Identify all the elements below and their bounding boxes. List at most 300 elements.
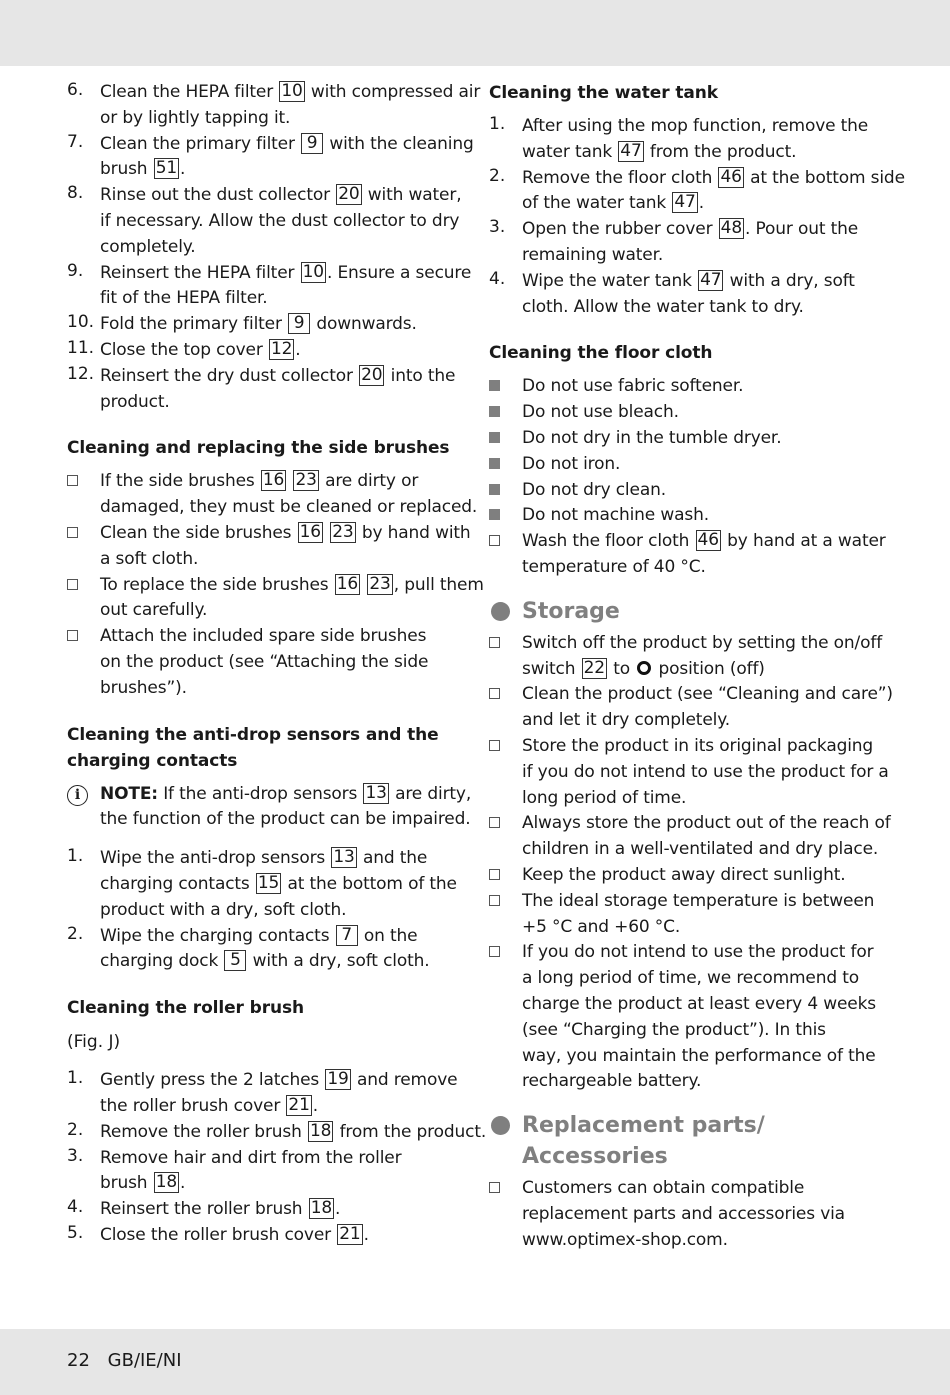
text-run: fit of the HEPA filter. bbox=[100, 288, 268, 309]
text-run: Close the roller brush cover bbox=[100, 1224, 337, 1245]
text-run: +5 °C and +60 °C. bbox=[522, 916, 681, 937]
filled-square-bullet-icon bbox=[489, 406, 500, 417]
text-line bbox=[522, 1018, 889, 1044]
text-run: Customers can obtain compatible bbox=[522, 1178, 805, 1199]
text-run: are dirty, bbox=[389, 783, 472, 804]
text-line bbox=[100, 106, 467, 132]
text-run: Reinsert the roller brush bbox=[100, 1199, 308, 1220]
square-bullet-icon bbox=[489, 740, 500, 751]
part-reference-number: 9 bbox=[288, 313, 310, 334]
text-line bbox=[522, 708, 889, 734]
right-column bbox=[489, 80, 905, 1253]
text-line bbox=[100, 495, 478, 521]
text-line bbox=[522, 555, 889, 581]
text-run: switch bbox=[522, 658, 581, 679]
part-reference-number: 9 bbox=[301, 133, 323, 154]
sensors-heading-line-1: Cleaning the anti-drop sensors and the bbox=[67, 724, 439, 745]
part-reference-number: 19 bbox=[327, 1069, 349, 1090]
bullet-item bbox=[67, 573, 484, 625]
text-run: children in a well-ventilated and dry place. bbox=[522, 839, 879, 860]
numbered-step bbox=[67, 924, 467, 976]
text-run: If the side brushes bbox=[100, 471, 260, 492]
text-run: out carefully. bbox=[100, 600, 208, 621]
numbered-step bbox=[489, 217, 889, 269]
side-brushes-list bbox=[67, 469, 484, 701]
replacement-parts-heading bbox=[489, 1110, 889, 1172]
replacement-parts-list bbox=[489, 1176, 889, 1253]
square-bullet-icon bbox=[489, 637, 500, 648]
side-brushes-heading: Cleaning and replacing the side brushes bbox=[67, 438, 450, 459]
square-bullet-icon bbox=[67, 527, 78, 538]
part-reference-number: 16 bbox=[299, 521, 321, 542]
floor-cloth-list bbox=[489, 374, 889, 580]
text-run: Remove the roller brush bbox=[100, 1121, 307, 1142]
part-reference-number: 13 bbox=[333, 847, 355, 868]
text-run: Gently press the 2 latches bbox=[100, 1070, 325, 1091]
text-run: Clean the primary filter bbox=[100, 133, 301, 154]
text-line bbox=[522, 529, 889, 555]
text-line bbox=[100, 1171, 467, 1197]
text-line bbox=[100, 924, 467, 950]
text-run: Keep the product away direct sunlight. bbox=[522, 864, 846, 885]
text-line bbox=[100, 1197, 467, 1223]
text-run: Wipe the charging contacts bbox=[100, 925, 335, 946]
bullet-item bbox=[489, 889, 889, 941]
text-line bbox=[522, 374, 889, 400]
text-run: Remove the floor cloth bbox=[522, 167, 718, 188]
text-line bbox=[100, 872, 467, 898]
text-run: . bbox=[363, 1224, 369, 1245]
text-run: completely. bbox=[100, 236, 196, 257]
part-reference-number: 46 bbox=[697, 530, 719, 551]
text-run: the roller brush cover bbox=[100, 1095, 286, 1116]
text-line bbox=[100, 1120, 487, 1146]
step-number: 2. bbox=[489, 165, 506, 186]
text-line bbox=[100, 1094, 467, 1120]
bullet-item bbox=[489, 1176, 889, 1253]
text-line bbox=[522, 426, 889, 452]
numbered-step bbox=[67, 1119, 487, 1146]
part-reference-number: 16 bbox=[262, 470, 285, 491]
part-reference-number: 47 bbox=[700, 269, 722, 290]
part-reference-number: 5 bbox=[224, 950, 246, 971]
text-line bbox=[100, 782, 472, 808]
numbered-step bbox=[67, 364, 467, 416]
numbered-step bbox=[67, 1223, 467, 1249]
text-run: or by lightly tapping it. bbox=[100, 107, 291, 128]
square-bullet-icon bbox=[489, 535, 500, 546]
text-line bbox=[522, 1176, 889, 1202]
text-run: Rinse out the dust collector bbox=[100, 185, 336, 206]
text-run: Open the rubber cover bbox=[522, 219, 718, 240]
text-line bbox=[100, 807, 471, 833]
text-line bbox=[100, 338, 467, 364]
text-line bbox=[522, 889, 889, 915]
text-line bbox=[100, 676, 467, 702]
bullet-item bbox=[489, 478, 889, 504]
text-run: www.optimex-shop.com. bbox=[522, 1229, 728, 1250]
part-reference-number: 10 bbox=[302, 261, 324, 282]
text-run: Reinsert the dry dust collector bbox=[100, 365, 359, 386]
text-run: from the product. bbox=[644, 141, 797, 162]
text-run: replacement parts and accessories via bbox=[522, 1203, 845, 1224]
text-run: Wipe the anti-drop sensors bbox=[100, 848, 331, 869]
text-run: Reinsert the HEPA filter bbox=[100, 262, 300, 283]
text-run: with a dry, soft cloth. bbox=[247, 951, 430, 972]
bullet-item bbox=[489, 631, 889, 683]
text-line bbox=[522, 786, 889, 812]
text-run: Close the top cover bbox=[100, 339, 268, 360]
text-run: Do not use bleach. bbox=[522, 402, 679, 423]
numbered-step bbox=[67, 183, 467, 260]
square-bullet-icon bbox=[67, 579, 78, 590]
sensors-heading-line-2: charging contacts bbox=[67, 750, 238, 771]
square-bullet-icon bbox=[489, 895, 500, 906]
step-number: 3. bbox=[67, 1145, 84, 1166]
text-line bbox=[100, 235, 467, 261]
text-line bbox=[100, 209, 467, 235]
text-line bbox=[522, 217, 889, 243]
step-number: 1. bbox=[67, 846, 84, 867]
text-line bbox=[522, 1044, 889, 1070]
square-bullet-icon bbox=[489, 869, 500, 880]
floor-cloth-heading: Cleaning the floor cloth bbox=[489, 343, 713, 364]
step-number: 12. bbox=[67, 363, 95, 384]
text-run: a soft cloth. bbox=[100, 548, 199, 569]
storage-heading bbox=[489, 596, 889, 627]
off-position-icon bbox=[637, 661, 651, 675]
square-bullet-icon bbox=[67, 630, 78, 641]
square-bullet-icon bbox=[489, 817, 500, 828]
text-line bbox=[522, 1069, 889, 1095]
part-reference-number: 16 bbox=[336, 573, 359, 594]
text-run: with water, bbox=[362, 185, 462, 206]
replacement-parts-heading-line-2: Accessories bbox=[522, 1144, 668, 1170]
text-line bbox=[522, 760, 889, 786]
text-run: Attach the included spare side brushes bbox=[100, 626, 427, 647]
text-run: by hand with bbox=[356, 522, 471, 543]
text-run: Store the product in its original packaging bbox=[522, 735, 874, 756]
step-number: 9. bbox=[67, 260, 84, 281]
step-number: 5. bbox=[67, 1222, 84, 1243]
text-run: Do not dry clean. bbox=[522, 479, 666, 500]
text-run: . bbox=[180, 1173, 186, 1194]
text-line bbox=[522, 400, 889, 426]
text-line bbox=[522, 478, 889, 504]
text-run: charge the product at least every 4 weeks bbox=[522, 993, 877, 1014]
water-tank-steps-list bbox=[489, 114, 905, 320]
text-run bbox=[361, 575, 366, 595]
text-line bbox=[522, 269, 889, 295]
text-run: Clean the HEPA filter bbox=[100, 82, 279, 102]
text-run: brushes”). bbox=[100, 677, 187, 698]
numbered-step bbox=[489, 269, 889, 321]
text-run: and let it dry completely. bbox=[522, 710, 730, 731]
text-run: product with a dry, soft cloth. bbox=[100, 899, 347, 920]
text-run: brush bbox=[100, 1173, 153, 1194]
roller-brush-heading: Cleaning the roller brush bbox=[67, 998, 305, 1019]
water-tank-heading: Cleaning the water tank bbox=[489, 83, 718, 103]
text-run: cloth. Allow the water tank to dry. bbox=[522, 296, 804, 317]
text-run: if necessary. Allow the dust collector to dry bbox=[100, 210, 460, 231]
step-number: 8. bbox=[67, 183, 84, 204]
text-run: at the bottom side bbox=[744, 167, 905, 188]
text-run: After using the mop function, remove the bbox=[522, 116, 869, 136]
numbered-step bbox=[67, 846, 467, 923]
text-line bbox=[100, 80, 481, 106]
text-line bbox=[522, 114, 889, 140]
numbered-step bbox=[67, 1068, 467, 1120]
text-line bbox=[522, 631, 889, 657]
text-run: temperature of 40 °C. bbox=[522, 556, 706, 577]
text-line bbox=[522, 1202, 889, 1228]
text-run: product. bbox=[100, 391, 170, 412]
step-number: 6. bbox=[67, 80, 84, 100]
text-run: Remove hair and dirt from the roller bbox=[100, 1147, 402, 1168]
part-reference-number: 47 bbox=[620, 140, 642, 161]
text-run: into the bbox=[385, 365, 456, 386]
bullet-item bbox=[489, 503, 889, 529]
part-reference-number: 51 bbox=[155, 158, 178, 179]
part-reference-number: 23 bbox=[369, 573, 391, 594]
bullet-item bbox=[489, 374, 889, 400]
text-run bbox=[287, 471, 292, 491]
bullet-item bbox=[489, 863, 889, 889]
part-reference-number: 20 bbox=[338, 184, 360, 205]
text-line bbox=[100, 547, 467, 573]
text-run: downwards. bbox=[311, 314, 417, 335]
text-run: remaining water. bbox=[522, 244, 664, 265]
bullet-item bbox=[489, 452, 889, 478]
text-run: . bbox=[312, 1095, 319, 1116]
part-reference-number: 48 bbox=[720, 218, 743, 239]
text-run: with compressed air bbox=[305, 82, 481, 102]
sensor-steps-list bbox=[67, 846, 467, 975]
bullet-item bbox=[489, 682, 893, 734]
text-line bbox=[100, 949, 467, 975]
step-number: 11. bbox=[67, 337, 95, 358]
text-run: (see “Charging the product”). In this bbox=[522, 1019, 826, 1040]
numbered-step bbox=[67, 131, 474, 184]
text-line bbox=[100, 1146, 467, 1172]
text-run: to bbox=[607, 658, 636, 679]
text-run: Do not machine wash. bbox=[522, 505, 709, 526]
text-line bbox=[522, 166, 905, 192]
part-reference-number: 12 bbox=[270, 338, 293, 359]
text-line bbox=[522, 811, 889, 837]
text-line bbox=[522, 915, 889, 941]
text-line bbox=[100, 261, 472, 287]
text-run: Clean the side brushes bbox=[100, 522, 297, 543]
text-line bbox=[522, 863, 889, 889]
text-run: If you do not intend to use the product for bbox=[522, 942, 874, 963]
header-band bbox=[0, 0, 950, 66]
text-run: To replace the side brushes bbox=[100, 574, 334, 595]
left-column bbox=[67, 80, 487, 1249]
bullet-item bbox=[489, 940, 889, 1095]
text-line bbox=[100, 598, 467, 624]
text-run: are dirty or bbox=[319, 471, 419, 492]
bullet-item bbox=[67, 624, 467, 701]
filled-square-bullet-icon bbox=[489, 432, 500, 443]
bullet-item bbox=[67, 521, 471, 573]
square-bullet-icon bbox=[67, 475, 78, 486]
text-run: Always store the product out of the reach of bbox=[522, 813, 891, 834]
part-reference-number: 23 bbox=[332, 521, 354, 542]
text-run: charging contacts bbox=[100, 873, 255, 894]
section-dot-icon bbox=[491, 602, 510, 621]
text-line bbox=[100, 286, 467, 312]
text-run: the function of the product can be impaired. bbox=[100, 809, 471, 830]
filled-square-bullet-icon bbox=[489, 484, 500, 495]
text-line bbox=[522, 734, 889, 760]
text-line bbox=[522, 191, 889, 217]
text-line bbox=[100, 132, 474, 158]
step-number: 3. bbox=[489, 217, 506, 238]
bullet-item bbox=[489, 426, 889, 452]
part-reference-number: 21 bbox=[288, 1094, 310, 1115]
note-block bbox=[67, 782, 472, 834]
hepa-steps-list bbox=[67, 80, 481, 415]
text-run: The ideal storage temperature is between bbox=[522, 890, 875, 911]
step-number: 1. bbox=[489, 114, 506, 134]
text-run: at the bottom of the bbox=[282, 873, 457, 894]
text-line bbox=[522, 295, 889, 321]
text-run: Switch off the product by setting the on/off bbox=[522, 632, 883, 653]
text-run: of the water tank bbox=[522, 193, 672, 214]
text-line bbox=[100, 364, 467, 390]
part-reference-number: 18 bbox=[310, 1198, 333, 1219]
part-reference-number: 18 bbox=[310, 1120, 332, 1141]
text-line bbox=[100, 846, 467, 872]
bullet-item bbox=[489, 400, 889, 426]
region-code: GB/IE/NI bbox=[107, 1350, 182, 1371]
text-run: on the bbox=[358, 925, 418, 946]
filled-square-bullet-icon bbox=[489, 380, 500, 391]
bullet-item bbox=[67, 469, 478, 521]
text-run: Wipe the water tank bbox=[522, 270, 698, 291]
text-run: . bbox=[335, 1199, 341, 1220]
page-number: 22 bbox=[67, 1350, 90, 1371]
text-run: a long period of time, we recommend to bbox=[522, 968, 859, 989]
bullet-item bbox=[489, 529, 889, 581]
step-number: 7. bbox=[67, 131, 84, 152]
text-run: Do not iron. bbox=[522, 453, 621, 474]
text-run bbox=[324, 523, 329, 543]
text-run: . Pour out the bbox=[745, 219, 859, 240]
text-line bbox=[522, 1228, 889, 1254]
text-run: long period of time. bbox=[522, 787, 687, 808]
text-run: Wash the floor cloth bbox=[522, 531, 695, 552]
roller-figure-ref: (Fig. J) bbox=[67, 1032, 121, 1053]
text-line bbox=[100, 650, 467, 676]
text-run: with the cleaning bbox=[324, 133, 474, 154]
text-run: and the bbox=[357, 848, 428, 869]
bullet-item bbox=[489, 811, 889, 863]
text-run: water tank bbox=[522, 141, 618, 162]
text-run: , pull them bbox=[393, 574, 484, 595]
text-line bbox=[100, 312, 467, 338]
roller-steps-list bbox=[67, 1068, 487, 1249]
text-line bbox=[100, 573, 484, 599]
numbered-step bbox=[489, 114, 889, 166]
storage-list bbox=[489, 631, 893, 1095]
text-line bbox=[100, 898, 467, 924]
step-number: 10. bbox=[67, 312, 95, 333]
text-line bbox=[522, 503, 889, 529]
numbered-step bbox=[67, 260, 472, 313]
text-run: If the anti-drop sensors bbox=[157, 783, 363, 804]
text-line bbox=[522, 657, 889, 683]
part-reference-number: 23 bbox=[295, 470, 317, 491]
text-line bbox=[522, 452, 889, 478]
part-reference-number: 47 bbox=[674, 192, 696, 213]
part-reference-number: 13 bbox=[365, 782, 387, 803]
text-line bbox=[100, 624, 467, 650]
step-number: 2. bbox=[67, 923, 84, 944]
note-label: NOTE: bbox=[100, 783, 158, 804]
step-number: 4. bbox=[489, 268, 506, 289]
text-run: on the product (see “Attaching the side bbox=[100, 651, 429, 672]
text-line bbox=[522, 837, 889, 863]
numbered-step bbox=[67, 1146, 467, 1198]
text-run: by hand at a water bbox=[721, 531, 886, 552]
text-run: way, you maintain the performance of the bbox=[522, 1045, 876, 1066]
square-bullet-icon bbox=[489, 946, 500, 957]
part-reference-number: 20 bbox=[361, 364, 383, 385]
text-line bbox=[522, 966, 889, 992]
text-run: with a dry, soft bbox=[724, 270, 855, 291]
text-line bbox=[522, 243, 889, 269]
text-line bbox=[100, 183, 467, 209]
square-bullet-icon bbox=[489, 688, 500, 699]
step-number: 2. bbox=[67, 1119, 84, 1140]
numbered-step bbox=[67, 80, 481, 132]
text-run: position (off) bbox=[653, 658, 765, 679]
text-run: Fold the primary filter bbox=[100, 314, 288, 335]
part-reference-number: 18 bbox=[155, 1172, 178, 1193]
part-reference-number: 22 bbox=[583, 657, 605, 678]
numbered-step bbox=[67, 1197, 467, 1223]
part-reference-number: 46 bbox=[720, 166, 742, 187]
text-run: . bbox=[295, 339, 301, 360]
info-icon: i bbox=[67, 785, 88, 806]
text-run: . bbox=[180, 159, 186, 180]
text-run: damaged, they must be cleaned or replaced. bbox=[100, 497, 478, 518]
part-reference-number: 21 bbox=[339, 1223, 361, 1244]
step-number: 4. bbox=[67, 1197, 84, 1218]
filled-square-bullet-icon bbox=[489, 458, 500, 469]
filled-square-bullet-icon bbox=[489, 509, 500, 520]
text-run: from the product. bbox=[334, 1121, 487, 1142]
text-run: . Ensure a secure bbox=[326, 262, 472, 283]
numbered-step bbox=[67, 312, 467, 338]
text-line bbox=[100, 1068, 467, 1094]
part-reference-number: 7 bbox=[336, 925, 358, 946]
text-run: charging dock bbox=[100, 951, 224, 972]
step-number: 1. bbox=[67, 1068, 84, 1089]
text-run: brush bbox=[100, 159, 153, 180]
text-line bbox=[100, 521, 471, 547]
part-reference-number: 15 bbox=[257, 872, 280, 893]
text-run: rechargeable battery. bbox=[522, 1071, 702, 1092]
storage-heading-text: Storage bbox=[522, 598, 620, 624]
text-line bbox=[100, 157, 467, 183]
text-run: Clean the product (see “Cleaning and care”) bbox=[522, 684, 893, 705]
replacement-parts-heading-line-1: Replacement parts/ bbox=[522, 1113, 765, 1139]
text-line bbox=[522, 940, 889, 966]
footer bbox=[67, 1350, 194, 1371]
